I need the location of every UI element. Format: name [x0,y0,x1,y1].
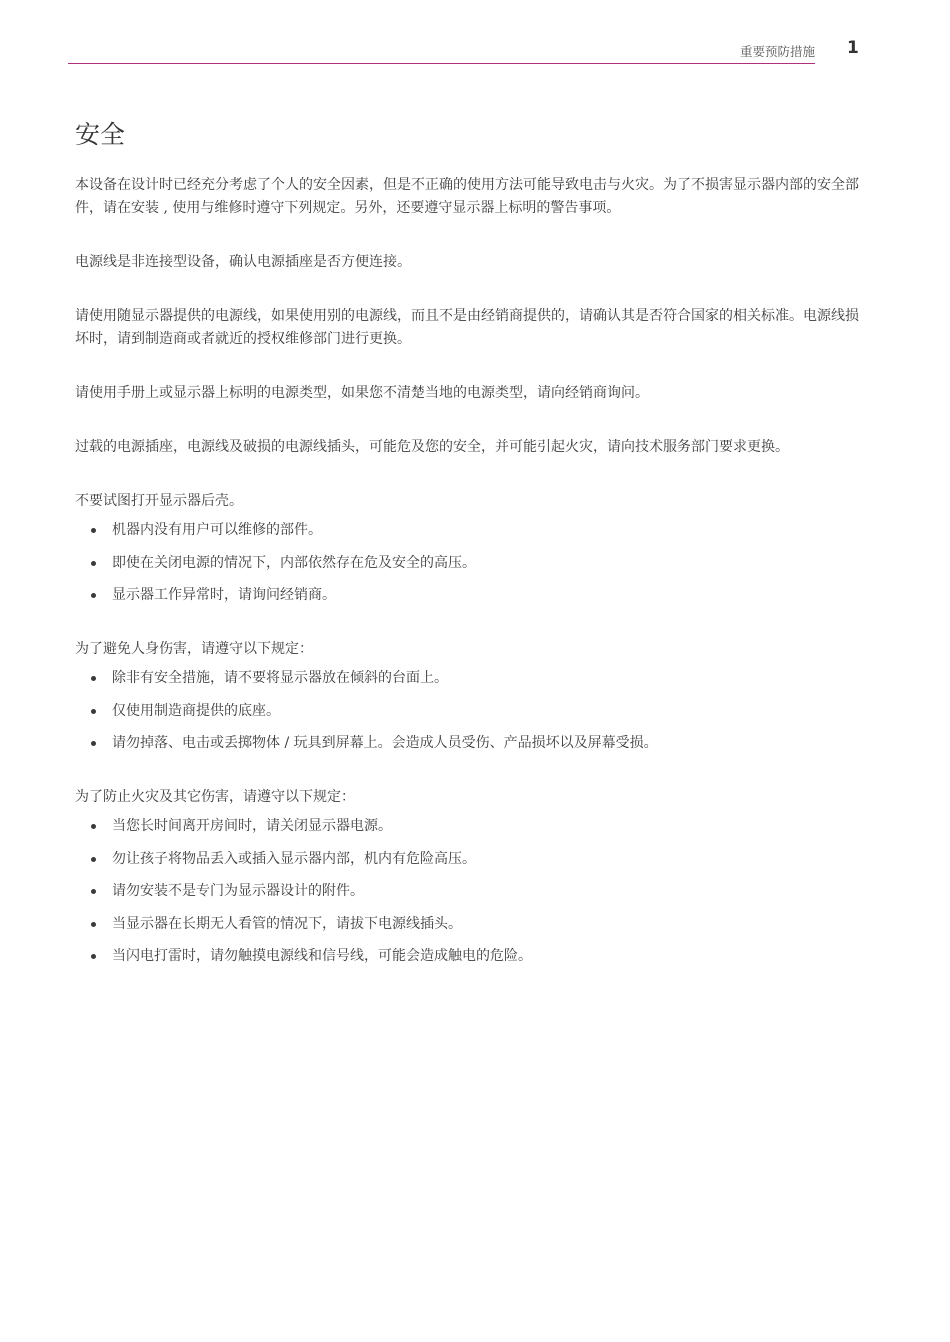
list-item [75,880,865,903]
list-item-text: 请勿掉落、电击或丢掷物体 / 玩具到屏幕上。会造成人员受伤、产品损坏以及屏幕受损。 [112,735,658,751]
list-item-text: 机器内没有用户可以维修的部件。 [112,522,322,538]
list-item [75,913,865,936]
bullet-icon [91,528,96,533]
list-item [75,584,865,607]
list-item-text: 仅使用制造商提供的底座。 [112,702,280,719]
bullet-icon [91,593,96,598]
bullet-icon [91,709,96,714]
bullet-icon [91,954,96,959]
list-item [75,700,865,723]
page-number: 1 [847,38,859,58]
paragraph-overload: 过载的电源插座，电源线及破损的电源线插头，可能危及您的安全，并可能引起火灾，请向技术服务部门要求更换。 [75,439,789,455]
bullet-icon [91,824,96,829]
section-lead-injury: 为了避免人身伤害，请遵守以下规定： [75,641,313,657]
list-item-text: 当您长时间离开房间时，请关闭显示器电源。 [112,818,392,834]
list-item [75,552,865,575]
page-title: 安全 [75,120,126,149]
bullet-icon [91,922,96,927]
section-name: 重要预防措施 [739,44,815,59]
paragraph-power-cord-standard: 请使用随显示器提供的电源线，如果使用别的电源线，而且不是由经销商提供的，请确认其是否符合国家的相关标准。电源线损坏时，请到制造商或者就近的授权维修部门进行更换。 [75,308,859,347]
list-item-text: 当显示器在长期无人看管的情况下，请拔下电源线插头。 [112,915,462,932]
list-item [75,519,865,542]
paragraph-power-type: 请使用手册上或显示器上标明的电源类型，如果您不清楚当地的电源类型，请向经销商询问。 [75,385,649,401]
list-item [75,667,865,690]
intro-paragraph: 本设备在设计时已经充分考虑了个人的安全因素，但是不正确的使用方法可能导致电击与火灾。为了不损害显示器内部的安全部件，请在安装 , 使用与维修时遵守下列规定。另外，还要遵守显示器上标明的警告事项。 [75,177,859,216]
list-item-text: 当闪电打雷时，请勿触摸电源线和信号线，可能会造成触电的危险。 [112,948,532,964]
list-item-text: 即使在关闭电源的情况下，内部依然存在危及安全的高压。 [112,554,476,571]
paragraph-power-cord: 电源线是非连接型设备，确认电源插座是否方便连接。 [75,254,411,270]
bullet-icon [91,889,96,894]
list-item [75,848,865,871]
section-lead-cover: 不要试图打开显示器后壳。 [75,493,243,509]
document-body [75,174,865,999]
section-lead-fire: 为了防止火灾及其它伤害，请遵守以下规定： [75,789,355,805]
bullet-list-cover [75,519,865,607]
list-item-text: 勿让孩子将物品丢入或插入显示器内部，机内有危险高压。 [112,850,476,867]
list-item [75,732,865,755]
page-header [68,36,815,64]
list-item [75,945,865,968]
list-item-text: 请勿安装不是专门为显示器设计的附件。 [112,883,364,899]
bullet-list-fire [75,815,865,968]
list-item [75,815,865,838]
list-item-text: 显示器工作异常时，请询问经销商。 [112,587,336,603]
bullet-icon [91,741,96,746]
bullet-icon [91,561,96,566]
list-item-text: 除非有安全措施，请不要将显示器放在倾斜的台面上。 [112,670,448,686]
bullet-icon [91,857,96,862]
bullet-list-injury [75,667,865,755]
bullet-icon [91,676,96,681]
